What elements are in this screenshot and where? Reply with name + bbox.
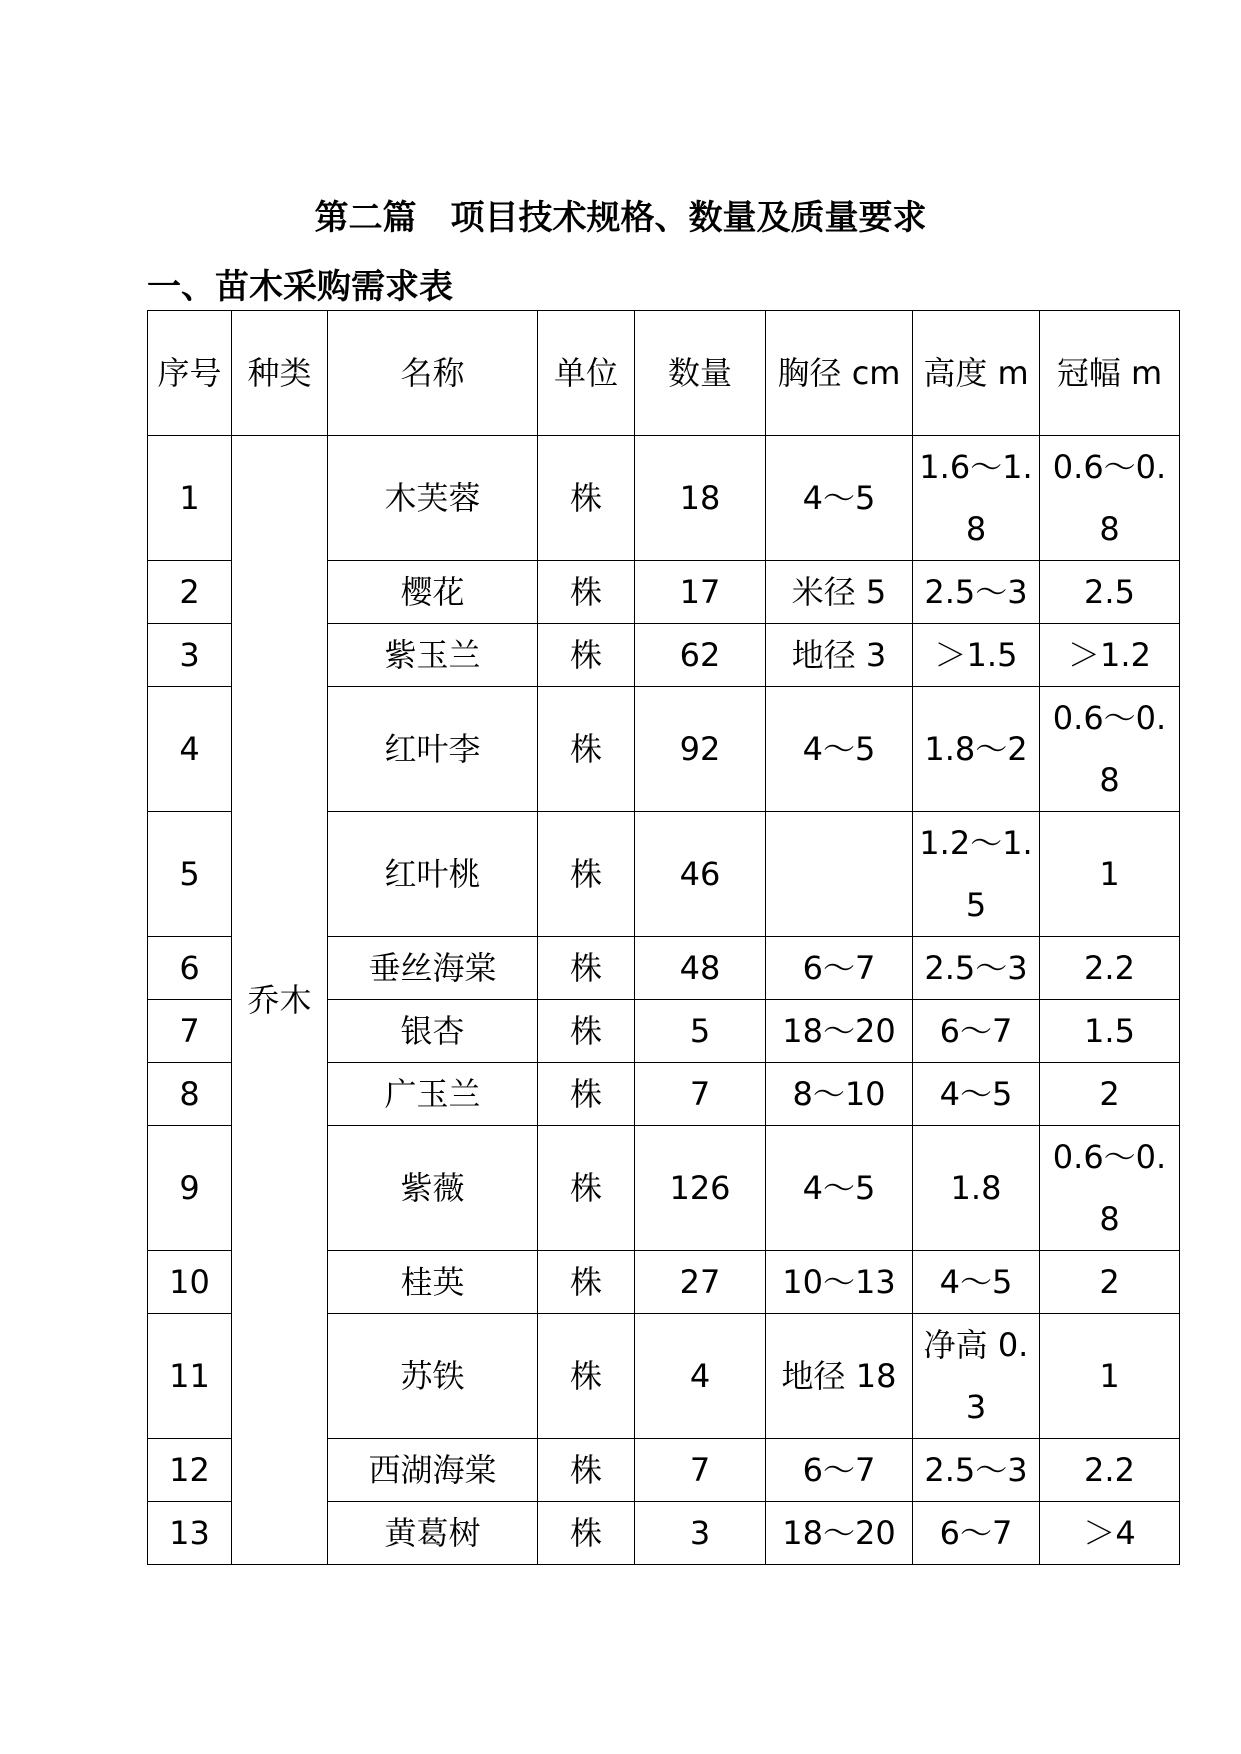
cell-crown: 2.5 <box>1040 561 1180 624</box>
cell-name: 银杏 <box>328 1000 538 1063</box>
cell-name: 广玉兰 <box>328 1063 538 1126</box>
cell-crown: 2 <box>1040 1251 1180 1314</box>
header-height: 高度 m <box>913 311 1040 436</box>
cell-name: 垂丝海棠 <box>328 937 538 1000</box>
cell-height: 2.5～3 <box>913 937 1040 1000</box>
cell-no: 6 <box>148 937 232 1000</box>
cell-height: 1.2～1.5 <box>913 812 1040 937</box>
section-heading: 一、苗木采购需求表 <box>147 267 453 307</box>
cell-height: 2.5～3 <box>913 1439 1040 1502</box>
cell-no: 8 <box>148 1063 232 1126</box>
cell-dbh: 4～5 <box>766 1126 913 1251</box>
cell-height: 4～5 <box>913 1251 1040 1314</box>
cell-no: 3 <box>148 624 232 687</box>
cell-name: 樱花 <box>328 561 538 624</box>
seedling-procurement-table <box>147 310 1180 1565</box>
cell-unit: 株 <box>538 937 635 1000</box>
document-title: 第二篇 项目技术规格、数量及质量要求 <box>314 198 927 238</box>
cell-dbh: 10～13 <box>766 1251 913 1314</box>
cell-name: 红叶李 <box>328 687 538 812</box>
cell-crown: 0.6～0.8 <box>1040 1126 1180 1251</box>
cell-unit: 株 <box>538 812 635 937</box>
cell-name: 紫薇 <box>328 1126 538 1251</box>
header-no: 序号 <box>148 311 232 436</box>
cell-unit: 株 <box>538 1314 635 1439</box>
table-header-row <box>148 311 1180 436</box>
cell-height: 1.8～2 <box>913 687 1040 812</box>
cell-unit: 株 <box>538 1063 635 1126</box>
cell-dbh: 18～20 <box>766 1502 913 1565</box>
cell-name: 紫玉兰 <box>328 624 538 687</box>
cell-no: 1 <box>148 436 232 561</box>
header-crown: 冠幅 m <box>1040 311 1180 436</box>
cell-name: 苏铁 <box>328 1314 538 1439</box>
cell-crown: 1 <box>1040 812 1180 937</box>
cell-dbh: 米径 5 <box>766 561 913 624</box>
cell-crown: 1 <box>1040 1314 1180 1439</box>
cell-crown: 0.6～0.8 <box>1040 687 1180 812</box>
cell-crown: 2 <box>1040 1063 1180 1126</box>
cell-quantity: 5 <box>635 1000 766 1063</box>
cell-no: 9 <box>148 1126 232 1251</box>
cell-unit: 株 <box>538 624 635 687</box>
cell-dbh <box>766 812 913 937</box>
cell-no: 7 <box>148 1000 232 1063</box>
header-unit: 单位 <box>538 311 635 436</box>
cell-height: 6～7 <box>913 1000 1040 1063</box>
cell-height: ＞1.5 <box>913 624 1040 687</box>
cell-unit: 株 <box>538 1251 635 1314</box>
cell-unit: 株 <box>538 1000 635 1063</box>
cell-no: 13 <box>148 1502 232 1565</box>
cell-no: 11 <box>148 1314 232 1439</box>
cell-quantity: 48 <box>635 937 766 1000</box>
cell-name: 桂英 <box>328 1251 538 1314</box>
cell-quantity: 4 <box>635 1314 766 1439</box>
cell-name: 红叶桃 <box>328 812 538 937</box>
cell-quantity: 27 <box>635 1251 766 1314</box>
cell-dbh: 6～7 <box>766 1439 913 1502</box>
cell-quantity: 92 <box>635 687 766 812</box>
cell-unit: 株 <box>538 1502 635 1565</box>
cell-crown: 1.5 <box>1040 1000 1180 1063</box>
cell-dbh: 6～7 <box>766 937 913 1000</box>
cell-quantity: 62 <box>635 624 766 687</box>
cell-height: 1.8 <box>913 1126 1040 1251</box>
cell-quantity: 126 <box>635 1126 766 1251</box>
cell-quantity: 18 <box>635 436 766 561</box>
cell-dbh: 18～20 <box>766 1000 913 1063</box>
cell-no: 4 <box>148 687 232 812</box>
header-quantity: 数量 <box>635 311 766 436</box>
cell-category: 乔木 <box>232 436 328 1565</box>
cell-unit: 株 <box>538 687 635 812</box>
header-name: 名称 <box>328 311 538 436</box>
cell-crown: 0.6～0.8 <box>1040 436 1180 561</box>
cell-crown: 2.2 <box>1040 1439 1180 1502</box>
cell-height: 净高 0.3 <box>913 1314 1040 1439</box>
cell-no: 12 <box>148 1439 232 1502</box>
cell-height: 2.5～3 <box>913 561 1040 624</box>
table-row <box>148 436 1180 561</box>
cell-unit: 株 <box>538 436 635 561</box>
cell-crown: ＞1.2 <box>1040 624 1180 687</box>
cell-quantity: 17 <box>635 561 766 624</box>
cell-height: 6～7 <box>913 1502 1040 1565</box>
cell-height: 1.6～1.8 <box>913 436 1040 561</box>
cell-no: 2 <box>148 561 232 624</box>
cell-quantity: 7 <box>635 1439 766 1502</box>
cell-no: 10 <box>148 1251 232 1314</box>
cell-crown: ＞4 <box>1040 1502 1180 1565</box>
cell-height: 4～5 <box>913 1063 1040 1126</box>
cell-no: 5 <box>148 812 232 937</box>
cell-dbh: 8～10 <box>766 1063 913 1126</box>
cell-quantity: 46 <box>635 812 766 937</box>
cell-name: 黄葛树 <box>328 1502 538 1565</box>
cell-dbh: 地径 3 <box>766 624 913 687</box>
cell-unit: 株 <box>538 1439 635 1502</box>
cell-dbh: 地径 18 <box>766 1314 913 1439</box>
cell-quantity: 3 <box>635 1502 766 1565</box>
header-dbh: 胸径 cm <box>766 311 913 436</box>
cell-quantity: 7 <box>635 1063 766 1126</box>
header-category: 种类 <box>232 311 328 436</box>
cell-crown: 2.2 <box>1040 937 1180 1000</box>
cell-unit: 株 <box>538 1126 635 1251</box>
cell-unit: 株 <box>538 561 635 624</box>
cell-name: 木芙蓉 <box>328 436 538 561</box>
cell-dbh: 4～5 <box>766 436 913 561</box>
cell-dbh: 4～5 <box>766 687 913 812</box>
cell-name: 西湖海棠 <box>328 1439 538 1502</box>
